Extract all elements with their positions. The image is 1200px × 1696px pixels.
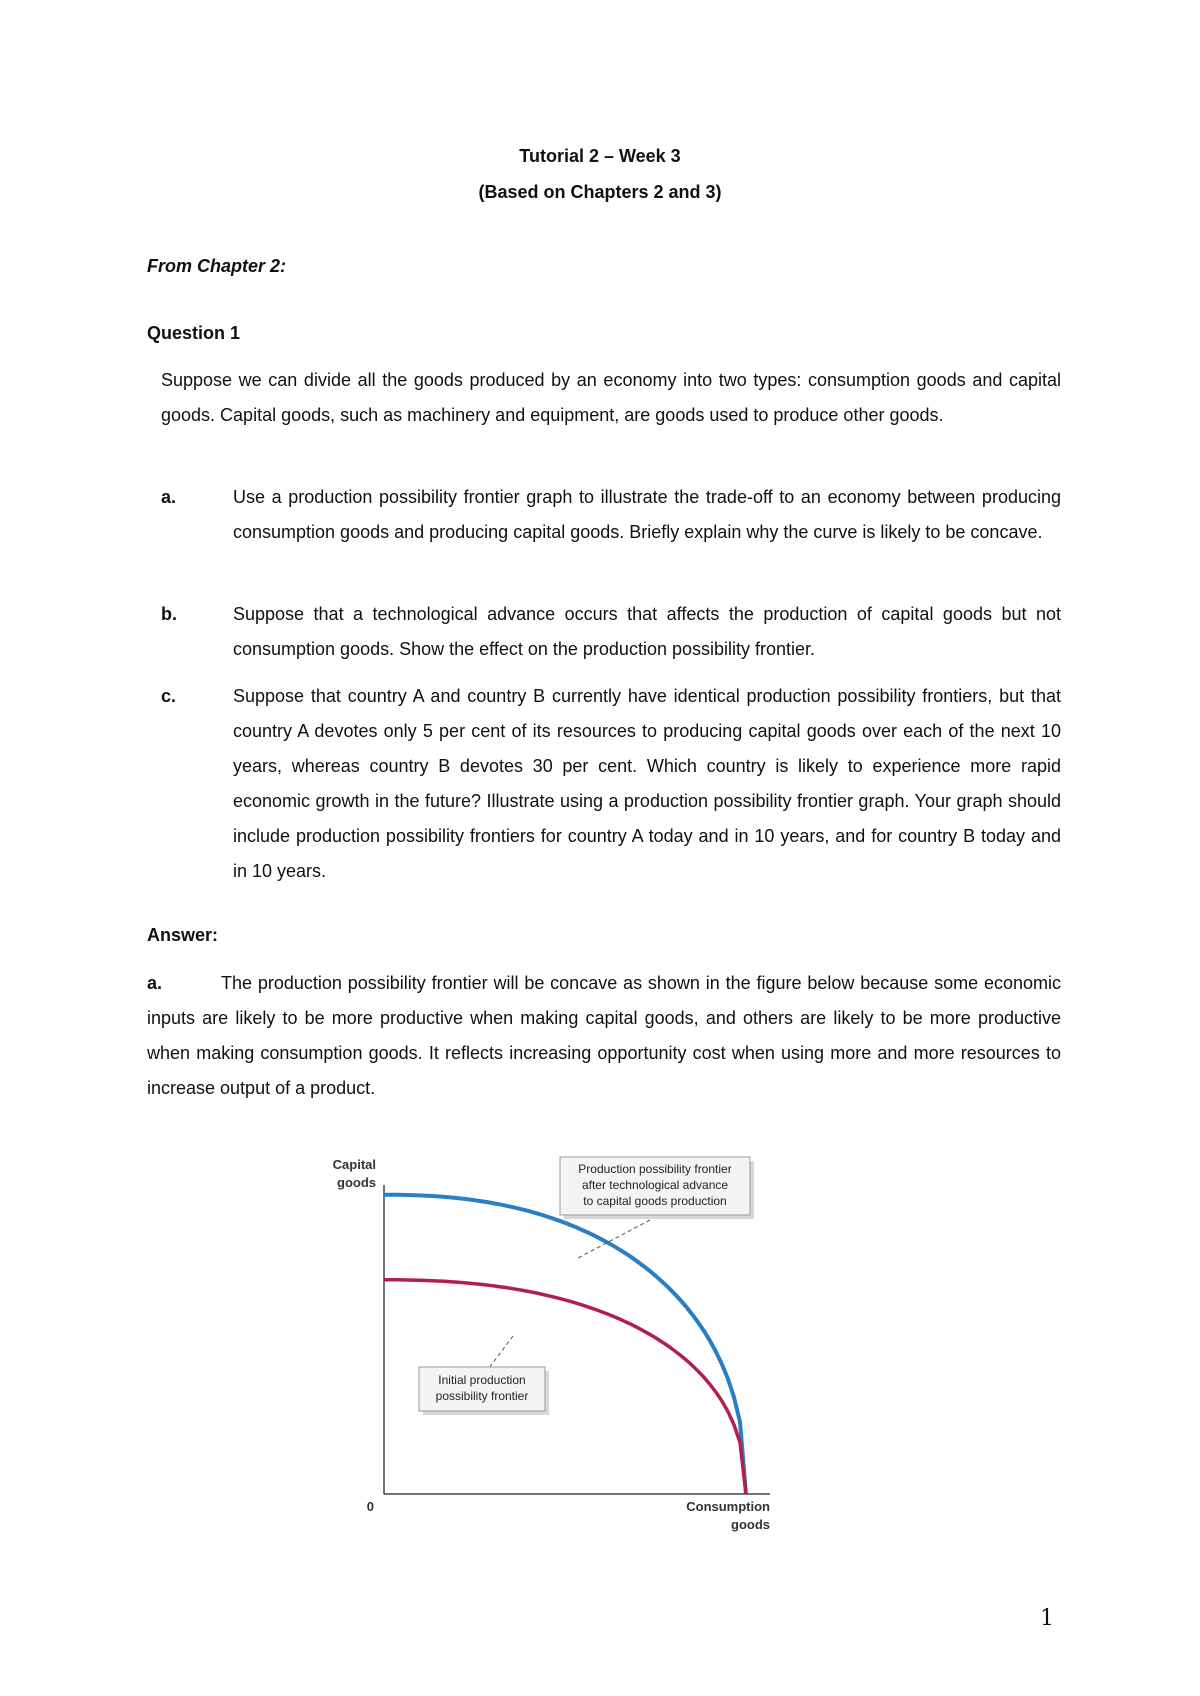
annotation-after-advance — [560, 1157, 754, 1219]
ppf-after-advance-curve — [384, 1195, 746, 1494]
chapter-label: From Chapter 2: — [147, 256, 287, 276]
ppf-chart-svg — [310, 1150, 790, 1540]
part-text: Use a production possibility frontier graph to illustrate the trade-off to an economy between producing consumption goods and producing capital goods. Briefly explain why the curve is likely to be concave. — [233, 487, 1061, 542]
answer-label: a. — [147, 973, 163, 993]
answer-part-a — [147, 966, 1061, 1106]
page-title: Tutorial 2 – Week 3 — [519, 146, 681, 166]
ppf-chart — [310, 1150, 790, 1540]
page-subtitle: (Based on Chapters 2 and 3) — [478, 182, 722, 202]
annotation-after-line3: to capital goods production — [583, 1194, 727, 1208]
x-axis-label-line1: Consumption — [686, 1499, 770, 1514]
answer-text: The production possibility frontier will be concave as shown in the figure below because some economic inputs are likely to be more productive when making capital goods, and others are likely to be more productive when making consumption goods. It reflects increasing opportunity cost when using more and more resources to increase output of a product. — [147, 973, 1061, 1098]
annotation-after-line2: after technological advance — [581, 1178, 729, 1192]
part-text: Suppose that a technological advance occurs that affects the production of capital goods but not consumption goods. Show the effect on the production possibility frontier. — [233, 604, 1061, 659]
annotation-initial-line1: Initial production — [438, 1373, 526, 1387]
y-axis-label-line1: Capital — [332, 1157, 376, 1172]
question-intro: Suppose we can divide all the goods produced by an economy into two types: consumption goods and capital goods. Capital goods, such as machinery and equipment, are goods used to produce other goods. — [161, 370, 1061, 425]
answer-heading: Answer: — [147, 925, 219, 945]
question-heading: Question 1 — [147, 323, 241, 343]
part-label: b. — [161, 604, 177, 624]
y-axis-label-line2: goods — [337, 1175, 376, 1190]
part-text: Suppose that country A and country B currently have identical production possibility frontiers, but that country A devotes only 5 per cent of its resources to producing capital goods over each of the next 10 years, whereas country B devotes 30 per cent. Which country is likely to experience more rapid economic growth in the future? Illustrate using a production possibility frontier graph. Your graph should include production possibility frontiers for country A today and in 10 years, and for country B today and in 10 years. — [233, 686, 1061, 881]
origin-label: 0 — [366, 1499, 374, 1514]
annotation-initial-line2: possibility frontier — [435, 1389, 529, 1403]
part-label: c. — [161, 686, 177, 706]
annotation-leader-after — [578, 1220, 650, 1258]
annotation-after-line1: Production possibility frontier — [578, 1162, 732, 1176]
x-axis-label-line2: goods — [731, 1517, 770, 1532]
page-number: 1 — [1040, 1606, 1054, 1631]
annotation-initial — [419, 1367, 549, 1415]
part-label: a. — [161, 487, 177, 507]
